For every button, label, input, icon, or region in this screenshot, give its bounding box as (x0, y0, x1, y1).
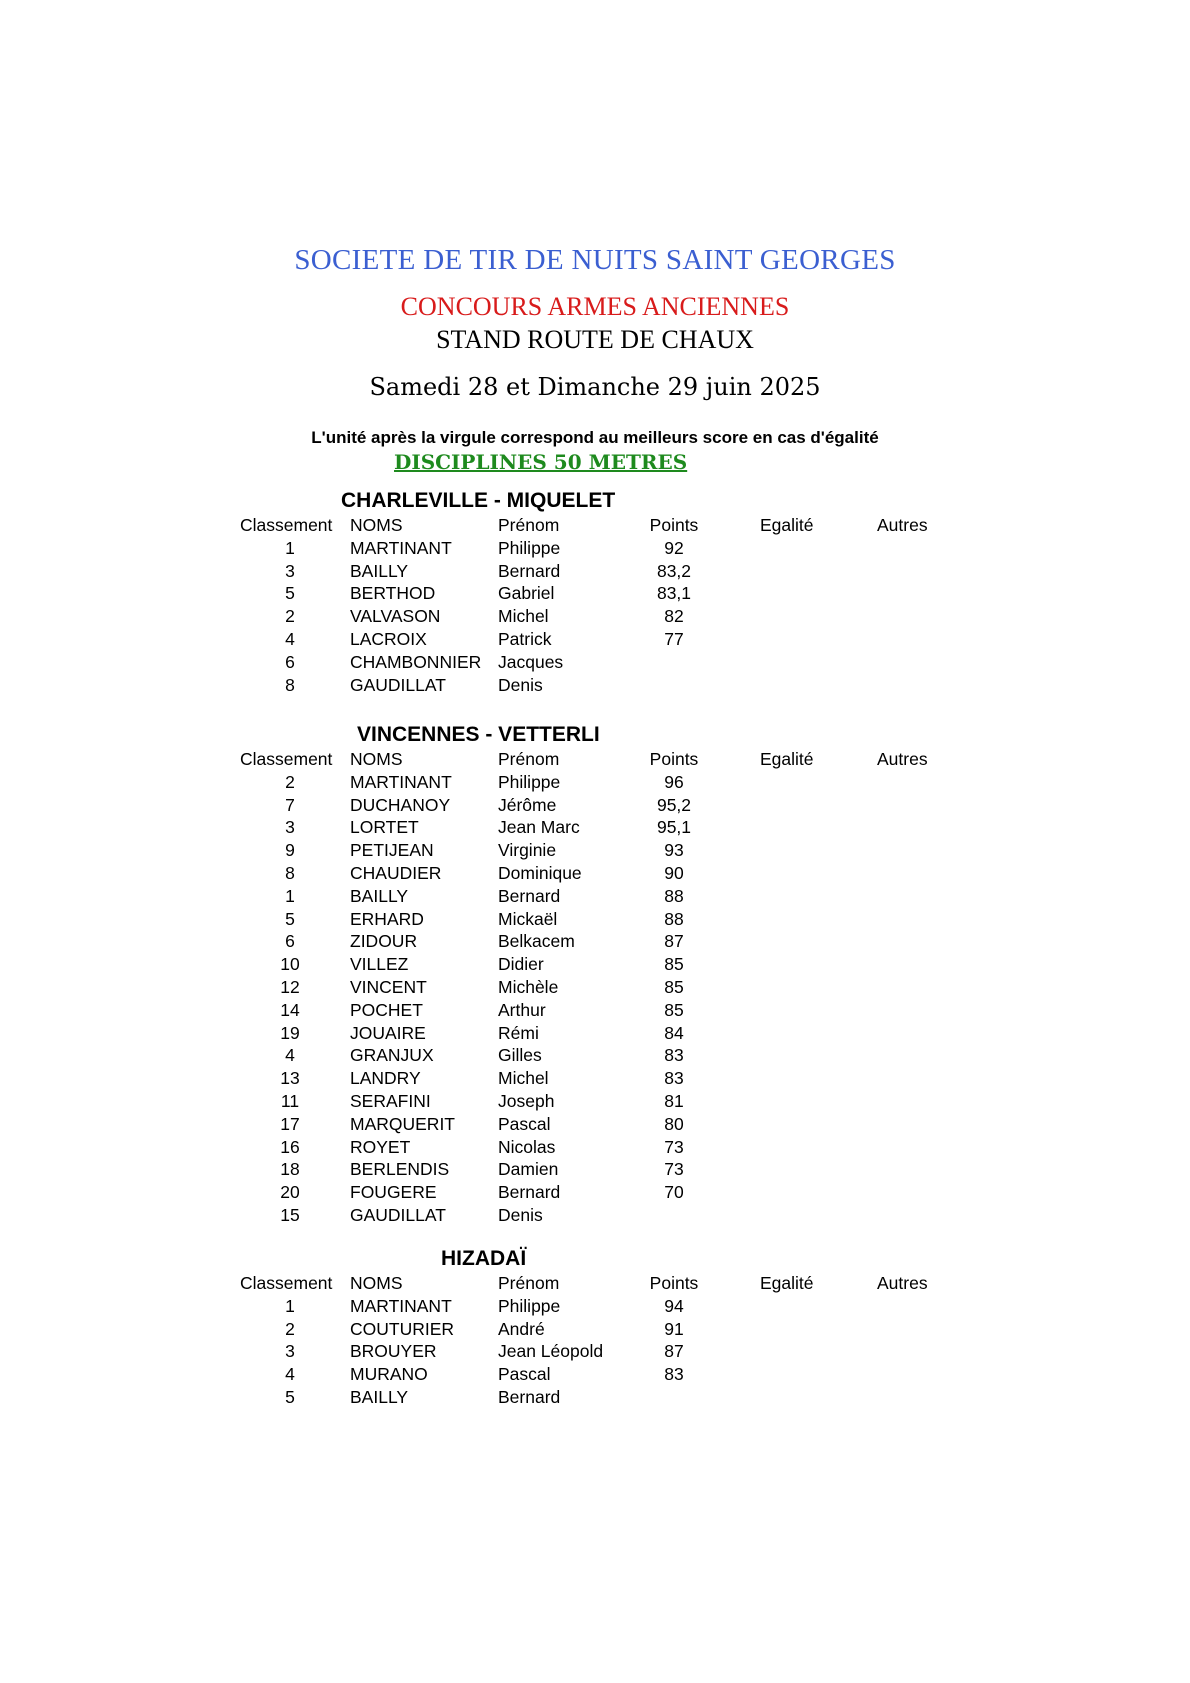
rank-cell: 2 (285, 606, 295, 627)
points-cell: 83,1 (656, 583, 692, 604)
contest-title: CONCOURS ARMES ANCIENNES (400, 292, 790, 321)
prenom-cell: Pascal (498, 1113, 551, 1134)
col-header-prenom: Prénom (498, 749, 560, 769)
prenom-cell: Bernard (498, 1182, 561, 1203)
prenom-cell: Damien (498, 1159, 559, 1180)
prenom-cell: Philippe (498, 771, 561, 792)
table-row (0, 537, 1190, 559)
nom-cell: CHAMBONNIER (350, 651, 482, 672)
rank-cell: 17 (280, 1113, 300, 1134)
prenom-cell: André (498, 1318, 545, 1339)
rank-cell: 1 (285, 537, 295, 558)
table-row (0, 1204, 1190, 1226)
rank-cell: 3 (285, 1341, 295, 1362)
rank-cell: 11 (280, 1091, 300, 1111)
nom-cell: MURANO (350, 1364, 428, 1385)
points-cell: 77 (664, 629, 684, 649)
prenom-cell: Gabriel (498, 583, 555, 604)
points-cell: 87 (664, 1341, 684, 1362)
table-row (0, 862, 1190, 884)
rank-cell: 10 (280, 954, 300, 975)
event-date: Samedi 28 et Dimanche 29 juin 2025 (369, 373, 821, 401)
prenom-cell: Bernard (498, 1387, 561, 1407)
points-cell: 83 (664, 1364, 684, 1385)
nom-cell: VALVASON (350, 606, 441, 627)
table-row (0, 1158, 1190, 1180)
points-cell: 96 (664, 771, 684, 792)
prenom-cell: Jean Léopold (498, 1341, 604, 1362)
points-cell: 82 (664, 606, 684, 627)
points-cell: 94 (664, 1295, 684, 1316)
rank-cell: 13 (280, 1068, 300, 1089)
points-cell: 88 (664, 885, 684, 906)
prenom-cell: Bernard (498, 560, 561, 581)
table-header-row (0, 514, 1190, 536)
disciplines-heading: DISCIPLINES 50 METRES (394, 450, 688, 474)
points-cell: 70 (664, 1182, 684, 1203)
points-cell: 83,2 (656, 560, 692, 581)
points-cell: 73 (664, 1136, 684, 1157)
table-row (0, 771, 1190, 793)
rank-cell: 4 (285, 1045, 295, 1066)
prenom-cell: Gilles (498, 1045, 542, 1066)
rank-cell: 6 (285, 931, 295, 952)
table-row (0, 1295, 1190, 1317)
col-header-points: Points (649, 749, 699, 769)
rank-cell: 4 (285, 629, 295, 649)
prenom-cell: Pascal (498, 1364, 551, 1385)
tie-break-note: L'unité après la virgule correspond au meilleurs score en cas d'égalité (311, 428, 879, 447)
nom-cell: GAUDILLAT (350, 674, 446, 695)
rank-cell: 5 (285, 583, 295, 604)
prenom-cell: Philippe (498, 537, 561, 558)
nom-cell: VILLEZ (350, 954, 409, 975)
table-row (0, 908, 1190, 930)
col-header-points: Points (649, 1273, 699, 1293)
table-row (0, 999, 1190, 1021)
prenom-cell: Patrick (498, 629, 552, 649)
table-row (0, 839, 1190, 861)
table-row (0, 1067, 1190, 1089)
nom-cell: ERHARD (350, 908, 424, 929)
points-cell: 88 (664, 908, 684, 929)
col-header-egalite: Egalité (760, 1273, 814, 1293)
table-row (0, 628, 1190, 650)
table-row (0, 1340, 1190, 1362)
rank-cell: 2 (285, 771, 295, 792)
table-row (0, 1136, 1190, 1158)
rank-cell: 16 (280, 1136, 300, 1157)
table-row (0, 651, 1190, 673)
nom-cell: LACROIX (350, 629, 427, 649)
prenom-cell: Joseph (498, 1091, 555, 1111)
rank-cell: 20 (280, 1182, 300, 1203)
points-cell: 85 (664, 954, 684, 975)
col-header-egalite: Egalité (760, 515, 814, 535)
prenom-cell: Michèle (498, 977, 559, 997)
nom-cell: CHAUDIER (350, 863, 442, 883)
nom-cell: VINCENT (350, 977, 427, 997)
points-cell: 80 (664, 1113, 684, 1134)
section-title: CHARLEVILLE - MIQUELET (341, 489, 616, 512)
prenom-cell: Michel (498, 606, 549, 627)
table-row (0, 1318, 1190, 1340)
col-header-egalite: Egalité (760, 749, 814, 769)
table-row (0, 582, 1190, 604)
table-row (0, 560, 1190, 582)
section-title: HIZADAÏ (441, 1247, 527, 1270)
rank-cell: 4 (285, 1364, 295, 1385)
points-cell: 90 (664, 863, 684, 883)
table-row (0, 1113, 1190, 1135)
table-header-row (0, 1272, 1190, 1294)
points-cell: 93 (664, 840, 684, 861)
nom-cell: GAUDILLAT (350, 1205, 446, 1225)
prenom-cell: Michel (498, 1068, 549, 1089)
table-row (0, 1022, 1190, 1044)
nom-cell: MARQUERIT (350, 1113, 455, 1134)
nom-cell: MARTINANT (350, 771, 452, 792)
nom-cell: POCHET (350, 999, 423, 1020)
prenom-cell: Bernard (498, 885, 561, 906)
rank-cell: 19 (280, 1022, 300, 1043)
nom-cell: BERLENDIS (350, 1159, 450, 1180)
rank-cell: 8 (285, 863, 295, 883)
prenom-cell: Arthur (498, 999, 546, 1020)
prenom-cell: Jacques (498, 651, 564, 672)
rank-cell: 3 (285, 560, 295, 581)
col-header-noms: NOMS (350, 1273, 403, 1293)
nom-cell: BERTHOD (350, 583, 436, 604)
prenom-cell: Virginie (498, 840, 557, 861)
nom-cell: COUTURIER (350, 1318, 455, 1339)
col-header-prenom: Prénom (498, 515, 560, 535)
table-row (0, 885, 1190, 907)
col-header-classement: Classement (240, 749, 333, 769)
club-title: SOCIETE DE TIR DE NUITS SAINT GEORGES (294, 244, 896, 276)
col-header-autres: Autres (877, 749, 928, 769)
prenom-cell: Belkacem (498, 931, 575, 952)
rank-cell: 6 (285, 651, 295, 672)
table-row (0, 1090, 1190, 1112)
col-header-prenom: Prénom (498, 1273, 560, 1293)
table-row (0, 605, 1190, 627)
table-row (0, 1386, 1190, 1408)
table-row (0, 930, 1190, 952)
nom-cell: JOUAIRE (350, 1022, 426, 1043)
nom-cell: FOUGERE (350, 1182, 437, 1203)
table-row (0, 1363, 1190, 1385)
points-cell: 83 (664, 1045, 684, 1066)
nom-cell: ZIDOUR (350, 931, 418, 952)
table-header-row (0, 748, 1190, 770)
prenom-cell: Rémi (498, 1022, 539, 1043)
col-header-noms: NOMS (350, 749, 403, 769)
col-header-noms: NOMS (350, 515, 403, 535)
table-row (0, 1181, 1190, 1203)
nom-cell: DUCHANOY (350, 794, 451, 815)
points-cell: 95,1 (656, 817, 692, 838)
rank-cell: 12 (280, 977, 300, 997)
nom-cell: MARTINANT (350, 537, 452, 558)
points-cell: 92 (664, 537, 684, 558)
points-cell: 81 (664, 1091, 684, 1111)
nom-cell: ROYET (350, 1136, 411, 1157)
table-row (0, 674, 1190, 696)
prenom-cell: Didier (498, 954, 544, 975)
rank-cell: 14 (280, 999, 300, 1020)
nom-cell: LANDRY (350, 1068, 421, 1089)
prenom-cell: Jérôme (498, 794, 557, 815)
points-cell: 85 (664, 977, 684, 997)
nom-cell: MARTINANT (350, 1295, 452, 1316)
rank-cell: 7 (285, 794, 295, 815)
prenom-cell: Nicolas (498, 1136, 556, 1157)
nom-cell: BAILLY (350, 885, 409, 906)
nom-cell: PETIJEAN (350, 840, 434, 861)
points-cell: 73 (664, 1159, 684, 1180)
table-row (0, 1044, 1190, 1066)
rank-cell: 18 (280, 1159, 300, 1180)
venue-title: STAND ROUTE DE CHAUX (436, 325, 754, 354)
col-header-classement: Classement (240, 1273, 333, 1293)
points-cell: 87 (664, 931, 684, 952)
rank-cell: 5 (285, 908, 295, 929)
prenom-cell: Dominique (498, 863, 582, 883)
rank-cell: 15 (280, 1205, 300, 1225)
rank-cell: 1 (285, 885, 295, 906)
nom-cell: BAILLY (350, 560, 409, 581)
nom-cell: GRANJUX (350, 1045, 434, 1066)
rank-cell: 8 (285, 674, 295, 695)
prenom-cell: Denis (498, 674, 543, 695)
nom-cell: SERAFINI (350, 1091, 431, 1111)
col-header-autres: Autres (877, 515, 928, 535)
rank-cell: 3 (285, 817, 295, 838)
table-row (0, 816, 1190, 838)
prenom-cell: Jean Marc (498, 817, 580, 838)
nom-cell: BROUYER (350, 1341, 437, 1362)
col-header-classement: Classement (240, 515, 333, 535)
nom-cell: LORTET (350, 817, 419, 838)
section-title: VINCENNES - VETTERLI (357, 723, 600, 746)
col-header-points: Points (649, 515, 699, 535)
table-row (0, 953, 1190, 975)
table-row (0, 794, 1190, 816)
prenom-cell: Denis (498, 1205, 543, 1225)
table-row (0, 976, 1190, 998)
rank-cell: 9 (285, 840, 295, 861)
points-cell: 83 (664, 1068, 684, 1089)
points-cell: 84 (664, 1022, 684, 1043)
rank-cell: 1 (285, 1295, 295, 1316)
rank-cell: 2 (285, 1318, 295, 1339)
prenom-cell: Mickaël (498, 908, 558, 929)
points-cell: 91 (664, 1318, 684, 1339)
col-header-autres: Autres (877, 1273, 928, 1293)
nom-cell: BAILLY (350, 1387, 409, 1407)
points-cell: 95,2 (656, 794, 692, 815)
rank-cell: 5 (285, 1387, 295, 1407)
points-cell: 85 (664, 999, 684, 1020)
prenom-cell: Philippe (498, 1295, 561, 1316)
